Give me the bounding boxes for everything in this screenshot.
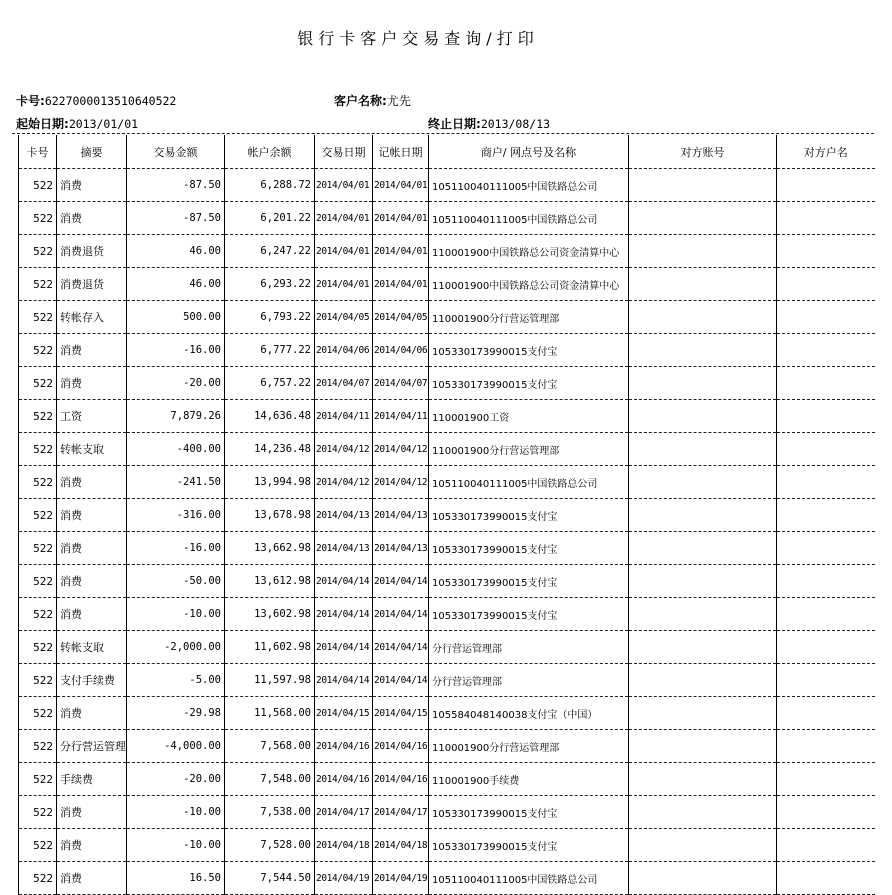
- counterparty-name-cell: [777, 433, 875, 466]
- description-cell: 消费: [57, 697, 127, 730]
- description-cell: 分行营运管理: [57, 730, 127, 763]
- amount-cell: -316.00: [127, 499, 225, 532]
- description-cell: 消费: [57, 367, 127, 400]
- counterparty-account-cell: [629, 433, 777, 466]
- posting-date-cell: 2014/04/12: [373, 433, 429, 466]
- transaction-date-cell: 2014/04/14: [315, 631, 373, 664]
- counterparty-name-cell: [777, 796, 875, 829]
- merchant-cell: 分行营运管理部: [429, 664, 629, 697]
- card-number-label: 卡号:: [16, 94, 45, 108]
- card-cell: 522: [19, 334, 57, 367]
- posting-date-cell: 2014/04/14: [373, 598, 429, 631]
- transaction-date-cell: 2014/04/12: [315, 466, 373, 499]
- amount-cell: -16.00: [127, 532, 225, 565]
- end-date-field: [428, 115, 550, 132]
- balance-cell: 11,568.00: [225, 697, 315, 730]
- start-date-value: 2013/01/01: [68, 117, 139, 131]
- transaction-date-cell: 2014/04/01: [315, 268, 373, 301]
- counterparty-name-cell: [777, 268, 875, 301]
- counterparty-account-cell: [629, 598, 777, 631]
- table-row: [19, 697, 875, 730]
- posting-date-cell: 2014/04/05: [373, 301, 429, 334]
- merchant-cell: 105330173990015支付宝: [429, 829, 629, 862]
- card-cell: 522: [19, 532, 57, 565]
- counterparty-account-cell: [629, 862, 777, 895]
- transaction-date-cell: 2014/04/18: [315, 829, 373, 862]
- balance-cell: 7,538.00: [225, 796, 315, 829]
- card-cell: 522: [19, 829, 57, 862]
- amount-cell: -87.50: [127, 169, 225, 202]
- card-cell: 522: [19, 169, 57, 202]
- transaction-date-cell: 2014/04/01: [315, 169, 373, 202]
- balance-cell: 7,528.00: [225, 829, 315, 862]
- posting-date-cell: 2014/04/12: [373, 466, 429, 499]
- counterparty-name-cell: [777, 631, 875, 664]
- amount-cell: -4,000.00: [127, 730, 225, 763]
- table-row: [19, 829, 875, 862]
- posting-date-cell: 2014/04/16: [373, 730, 429, 763]
- merchant-cell: 105110040111005中国铁路总公司: [429, 862, 629, 895]
- table-row: [19, 499, 875, 532]
- table-header-row: [19, 135, 875, 169]
- card-cell: 522: [19, 301, 57, 334]
- customer-name-value: 尤先: [386, 94, 411, 108]
- table-row: [19, 664, 875, 697]
- amount-cell: 16.50: [127, 862, 225, 895]
- counterparty-name-cell: [777, 532, 875, 565]
- counterparty-account-cell: [629, 334, 777, 367]
- balance-cell: 7,568.00: [225, 730, 315, 763]
- amount-cell: 7,879.26: [127, 400, 225, 433]
- merchant-cell: 分行营运管理部: [429, 631, 629, 664]
- description-cell: 支付手续费: [57, 664, 127, 697]
- amount-cell: -20.00: [127, 763, 225, 796]
- column-header: 摘要: [57, 135, 127, 169]
- transaction-date-cell: 2014/04/06: [315, 334, 373, 367]
- merchant-cell: 105330173990015支付宝: [429, 532, 629, 565]
- counterparty-account-cell: [629, 565, 777, 598]
- amount-cell: -20.00: [127, 367, 225, 400]
- posting-date-cell: 2014/04/01: [373, 235, 429, 268]
- card-cell: 522: [19, 235, 57, 268]
- balance-cell: 13,612.98: [225, 565, 315, 598]
- counterparty-name-cell: [777, 763, 875, 796]
- table-row: [19, 466, 875, 499]
- balance-cell: 7,548.00: [225, 763, 315, 796]
- description-cell: 消费: [57, 796, 127, 829]
- column-header: 商户/ 网点号及名称: [429, 135, 629, 169]
- posting-date-cell: 2014/04/14: [373, 631, 429, 664]
- counterparty-account-cell: [629, 400, 777, 433]
- card-cell: 522: [19, 400, 57, 433]
- description-cell: 消费: [57, 334, 127, 367]
- balance-cell: 14,236.48: [225, 433, 315, 466]
- card-cell: 522: [19, 565, 57, 598]
- counterparty-account-cell: [629, 466, 777, 499]
- balance-cell: 6,201.22: [225, 202, 315, 235]
- posting-date-cell: 2014/04/13: [373, 499, 429, 532]
- transaction-table: [18, 135, 875, 895]
- end-date-label: 终止日期:: [428, 117, 481, 131]
- counterparty-account-cell: [629, 499, 777, 532]
- card-number-field: [16, 92, 176, 109]
- card-cell: 522: [19, 763, 57, 796]
- posting-date-cell: 2014/04/19: [373, 862, 429, 895]
- merchant-cell: 110001900工资: [429, 400, 629, 433]
- card-cell: 522: [19, 268, 57, 301]
- merchant-cell: 110001900分行营运管理部: [429, 730, 629, 763]
- table-row: [19, 631, 875, 664]
- table-row: [19, 367, 875, 400]
- table-row: [19, 301, 875, 334]
- balance-cell: 11,597.98: [225, 664, 315, 697]
- posting-date-cell: 2014/04/07: [373, 367, 429, 400]
- posting-date-cell: 2014/04/06: [373, 334, 429, 367]
- page-title: 银行卡客户交易查询/打印: [297, 29, 539, 48]
- table-row: [19, 202, 875, 235]
- merchant-cell: 105330173990015支付宝: [429, 367, 629, 400]
- customer-name-label: 客户名称:: [334, 94, 387, 108]
- counterparty-account-cell: [629, 268, 777, 301]
- posting-date-cell: 2014/04/15: [373, 697, 429, 730]
- counterparty-account-cell: [629, 301, 777, 334]
- description-cell: 工资: [57, 400, 127, 433]
- merchant-cell: 110001900中国铁路总公司资金清算中心: [429, 268, 629, 301]
- counterparty-account-cell: [629, 664, 777, 697]
- merchant-cell: 105330173990015支付宝: [429, 499, 629, 532]
- counterparty-name-cell: [777, 301, 875, 334]
- card-cell: 522: [19, 202, 57, 235]
- merchant-cell: 110001900中国铁路总公司资金清算中心: [429, 235, 629, 268]
- card-cell: 522: [19, 631, 57, 664]
- transaction-date-cell: 2014/04/14: [315, 664, 373, 697]
- counterparty-account-cell: [629, 730, 777, 763]
- description-cell: 转帐存入: [57, 301, 127, 334]
- balance-cell: 11,602.98: [225, 631, 315, 664]
- column-header: 对方账号: [629, 135, 777, 169]
- counterparty-account-cell: [629, 829, 777, 862]
- merchant-cell: 105330173990015支付宝: [429, 598, 629, 631]
- counterparty-account-cell: [629, 169, 777, 202]
- counterparty-name-cell: [777, 400, 875, 433]
- table-row: [19, 532, 875, 565]
- merchant-cell: 105110040111005中国铁路总公司: [429, 169, 629, 202]
- posting-date-cell: 2014/04/18: [373, 829, 429, 862]
- merchant-cell: 110001900分行营运管理部: [429, 433, 629, 466]
- card-cell: 522: [19, 730, 57, 763]
- transaction-date-cell: 2014/04/01: [315, 235, 373, 268]
- posting-date-cell: 2014/04/01: [373, 169, 429, 202]
- counterparty-name-cell: [777, 664, 875, 697]
- table-row: [19, 235, 875, 268]
- description-cell: 消费: [57, 169, 127, 202]
- column-header: 对方户名: [777, 135, 875, 169]
- description-cell: 手续费: [57, 763, 127, 796]
- posting-date-cell: 2014/04/14: [373, 664, 429, 697]
- table-row: [19, 565, 875, 598]
- posting-date-cell: 2014/04/01: [373, 202, 429, 235]
- card-cell: 522: [19, 499, 57, 532]
- customer-name-field: [334, 92, 411, 109]
- transaction-date-cell: 2014/04/14: [315, 598, 373, 631]
- table-row: [19, 334, 875, 367]
- counterparty-name-cell: [777, 862, 875, 895]
- table-row: [19, 433, 875, 466]
- amount-cell: -10.00: [127, 796, 225, 829]
- card-cell: 522: [19, 862, 57, 895]
- merchant-cell: 110001900手续费: [429, 763, 629, 796]
- transaction-date-cell: 2014/04/17: [315, 796, 373, 829]
- card-cell: 522: [19, 367, 57, 400]
- table-row: [19, 763, 875, 796]
- table-row: [19, 169, 875, 202]
- table-row: [19, 730, 875, 763]
- counterparty-account-cell: [629, 796, 777, 829]
- transaction-date-cell: 2014/04/07: [315, 367, 373, 400]
- table-row: [19, 400, 875, 433]
- counterparty-account-cell: [629, 697, 777, 730]
- amount-cell: -5.00: [127, 664, 225, 697]
- card-cell: 522: [19, 796, 57, 829]
- counterparty-name-cell: [777, 235, 875, 268]
- amount-cell: -50.00: [127, 565, 225, 598]
- amount-cell: 46.00: [127, 235, 225, 268]
- counterparty-name-cell: [777, 598, 875, 631]
- table-row: [19, 862, 875, 895]
- transaction-date-cell: 2014/04/19: [315, 862, 373, 895]
- counterparty-name-cell: [777, 367, 875, 400]
- merchant-cell: 105110040111005中国铁路总公司: [429, 202, 629, 235]
- counterparty-name-cell: [777, 334, 875, 367]
- balance-cell: 13,678.98: [225, 499, 315, 532]
- balance-cell: 13,662.98: [225, 532, 315, 565]
- merchant-cell: 105330173990015支付宝: [429, 796, 629, 829]
- transaction-date-cell: 2014/04/05: [315, 301, 373, 334]
- card-cell: 522: [19, 598, 57, 631]
- card-cell: 522: [19, 433, 57, 466]
- counterparty-account-cell: [629, 367, 777, 400]
- counterparty-account-cell: [629, 631, 777, 664]
- merchant-cell: 105330173990015支付宝: [429, 334, 629, 367]
- amount-cell: -10.00: [127, 598, 225, 631]
- counterparty-name-cell: [777, 169, 875, 202]
- merchant-cell: 105330173990015支付宝: [429, 565, 629, 598]
- counterparty-name-cell: [777, 829, 875, 862]
- balance-cell: 14,636.48: [225, 400, 315, 433]
- balance-cell: 13,602.98: [225, 598, 315, 631]
- description-cell: 消费: [57, 532, 127, 565]
- counterparty-account-cell: [629, 763, 777, 796]
- card-cell: 522: [19, 697, 57, 730]
- transaction-date-cell: 2014/04/16: [315, 763, 373, 796]
- description-cell: 消费: [57, 466, 127, 499]
- transaction-date-cell: 2014/04/11: [315, 400, 373, 433]
- transaction-date-cell: 2014/04/12: [315, 433, 373, 466]
- transaction-date-cell: 2014/04/16: [315, 730, 373, 763]
- balance-cell: 6,757.22: [225, 367, 315, 400]
- counterparty-name-cell: [777, 697, 875, 730]
- balance-cell: 6,777.22: [225, 334, 315, 367]
- column-header: 帐户余额: [225, 135, 315, 169]
- start-date-field: [16, 115, 138, 132]
- description-cell: 转帐支取: [57, 631, 127, 664]
- description-cell: 消费: [57, 202, 127, 235]
- posting-date-cell: 2014/04/13: [373, 532, 429, 565]
- column-header: 记帐日期: [373, 135, 429, 169]
- counterparty-name-cell: [777, 565, 875, 598]
- counterparty-name-cell: [777, 202, 875, 235]
- description-cell: 消费: [57, 565, 127, 598]
- transaction-date-cell: 2014/04/13: [315, 532, 373, 565]
- header-divider: [12, 133, 874, 134]
- description-cell: 消费: [57, 499, 127, 532]
- start-date-label: 起始日期:: [16, 117, 69, 131]
- balance-cell: 6,288.72: [225, 169, 315, 202]
- counterparty-account-cell: [629, 202, 777, 235]
- amount-cell: 46.00: [127, 268, 225, 301]
- table-row: [19, 268, 875, 301]
- counterparty-name-cell: [777, 730, 875, 763]
- counterparty-name-cell: [777, 466, 875, 499]
- description-cell: 消费: [57, 598, 127, 631]
- posting-date-cell: 2014/04/11: [373, 400, 429, 433]
- counterparty-account-cell: [629, 532, 777, 565]
- posting-date-cell: 2014/04/14: [373, 565, 429, 598]
- card-cell: 522: [19, 664, 57, 697]
- card-cell: 522: [19, 466, 57, 499]
- description-cell: 消费退货: [57, 268, 127, 301]
- column-header: 交易日期: [315, 135, 373, 169]
- merchant-cell: 110001900分行营运管理部: [429, 301, 629, 334]
- card-number-value: 6227000013510640522: [44, 94, 177, 108]
- description-cell: 转帐支取: [57, 433, 127, 466]
- balance-cell: 6,793.22: [225, 301, 315, 334]
- balance-cell: 13,994.98: [225, 466, 315, 499]
- counterparty-name-cell: [777, 499, 875, 532]
- amount-cell: -87.50: [127, 202, 225, 235]
- amount-cell: -241.50: [127, 466, 225, 499]
- amount-cell: -10.00: [127, 829, 225, 862]
- posting-date-cell: 2014/04/16: [373, 763, 429, 796]
- balance-cell: 6,293.22: [225, 268, 315, 301]
- transaction-date-cell: 2014/04/14: [315, 565, 373, 598]
- description-cell: 消费退货: [57, 235, 127, 268]
- merchant-cell: 105110040111005中国铁路总公司: [429, 466, 629, 499]
- amount-cell: -16.00: [127, 334, 225, 367]
- description-cell: 消费: [57, 862, 127, 895]
- amount-cell: -400.00: [127, 433, 225, 466]
- merchant-cell: 105584048140038支付宝（中国）: [429, 697, 629, 730]
- description-cell: 消费: [57, 829, 127, 862]
- column-header: 卡号: [19, 135, 57, 169]
- amount-cell: -29.98: [127, 697, 225, 730]
- column-header: 交易金额: [127, 135, 225, 169]
- posting-date-cell: 2014/04/01: [373, 268, 429, 301]
- amount-cell: -2,000.00: [127, 631, 225, 664]
- balance-cell: 6,247.22: [225, 235, 315, 268]
- posting-date-cell: 2014/04/17: [373, 796, 429, 829]
- balance-cell: 7,544.50: [225, 862, 315, 895]
- table-row: [19, 598, 875, 631]
- table-row: [19, 796, 875, 829]
- end-date-value: 2013/08/13: [480, 117, 551, 131]
- transaction-date-cell: 2014/04/15: [315, 697, 373, 730]
- amount-cell: 500.00: [127, 301, 225, 334]
- transaction-date-cell: 2014/04/01: [315, 202, 373, 235]
- transaction-date-cell: 2014/04/13: [315, 499, 373, 532]
- counterparty-account-cell: [629, 235, 777, 268]
